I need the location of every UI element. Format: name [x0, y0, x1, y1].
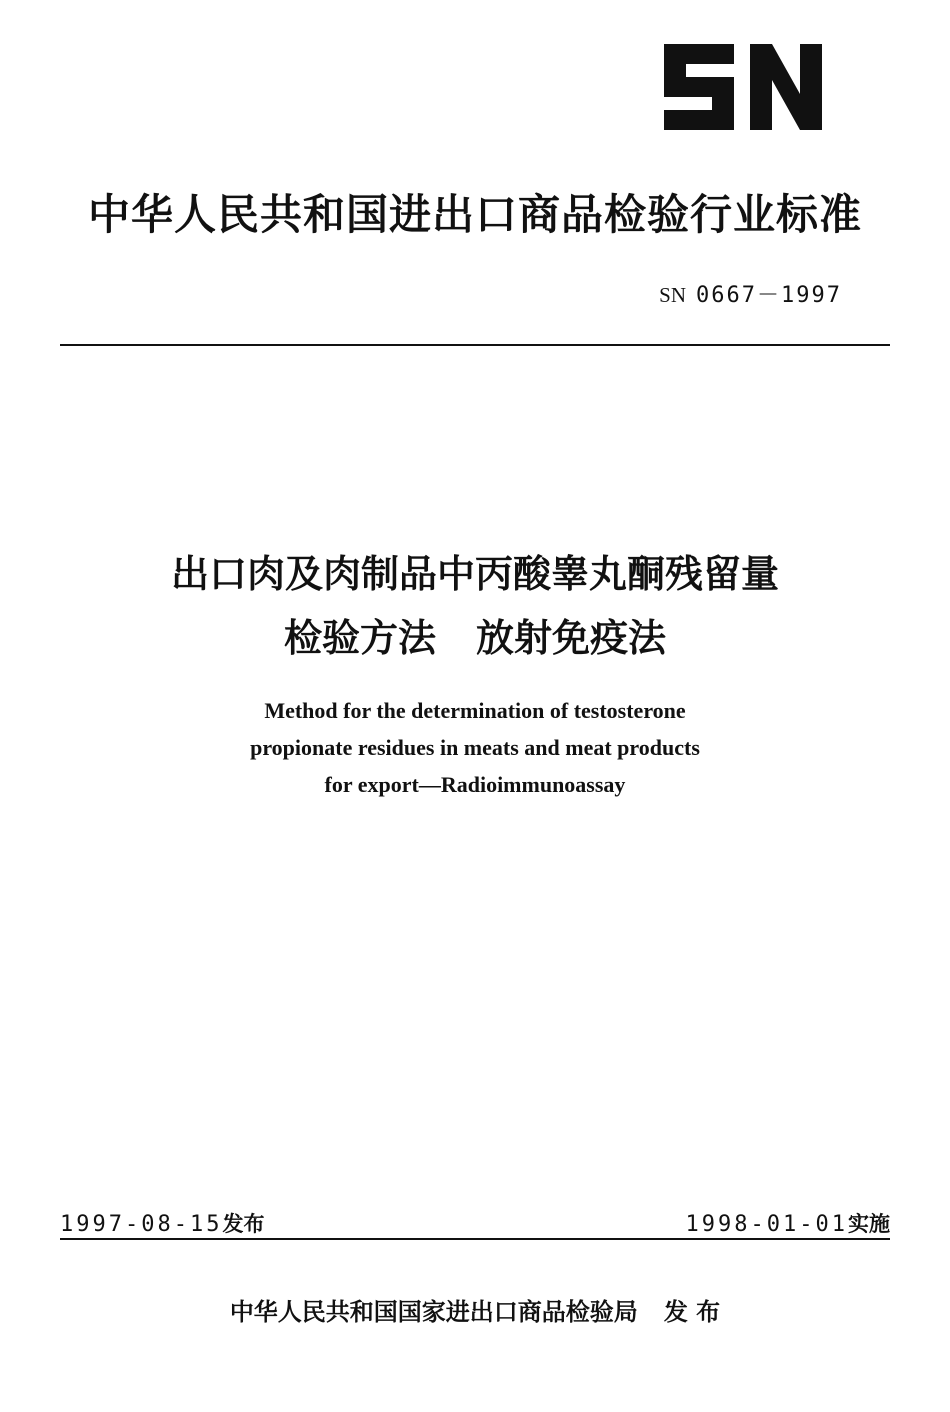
issue-date-value: 1997-08-15 — [60, 1212, 223, 1237]
chinese-title-line-2 — [0, 607, 950, 662]
implementation-date-label: 实施 — [848, 1212, 890, 1236]
standard-code: 0667－1997 — [696, 283, 842, 308]
publisher-name: 中华人民共和国国家进出口商品检验局 — [229, 1298, 638, 1326]
chinese-title-technique: 放射免疫法 — [476, 616, 667, 660]
standard-category-title: 中华人民共和国进出口商品检验行业标准 — [87, 190, 862, 239]
bottom-divider — [60, 1238, 890, 1240]
issue-date-label: 发布 — [222, 1212, 265, 1236]
top-divider — [60, 344, 890, 346]
english-title-line-2: propionate residues in meats and meat products — [250, 735, 700, 760]
sn-logo-graphic — [660, 44, 826, 130]
issue-date — [60, 1208, 264, 1238]
chinese-title-line-1: 出口肉及肉制品中丙酸睾丸酮残留量 — [170, 552, 779, 596]
english-title-line-1: Method for the determination of testosterone — [264, 698, 686, 723]
chinese-title-method: 检验方法 — [283, 616, 436, 660]
publisher-line — [0, 1292, 950, 1327]
standard-prefix: SN — [659, 283, 687, 307]
english-title — [0, 692, 950, 803]
sn-logo — [660, 44, 826, 130]
implementation-date-value: 1998-01-01 — [685, 1212, 848, 1237]
publish-label: 发 布 — [663, 1298, 721, 1326]
english-title-line-3: for export—Radioimmunoassay — [324, 772, 626, 797]
standard-number — [659, 278, 842, 309]
implementation-date — [686, 1208, 890, 1238]
